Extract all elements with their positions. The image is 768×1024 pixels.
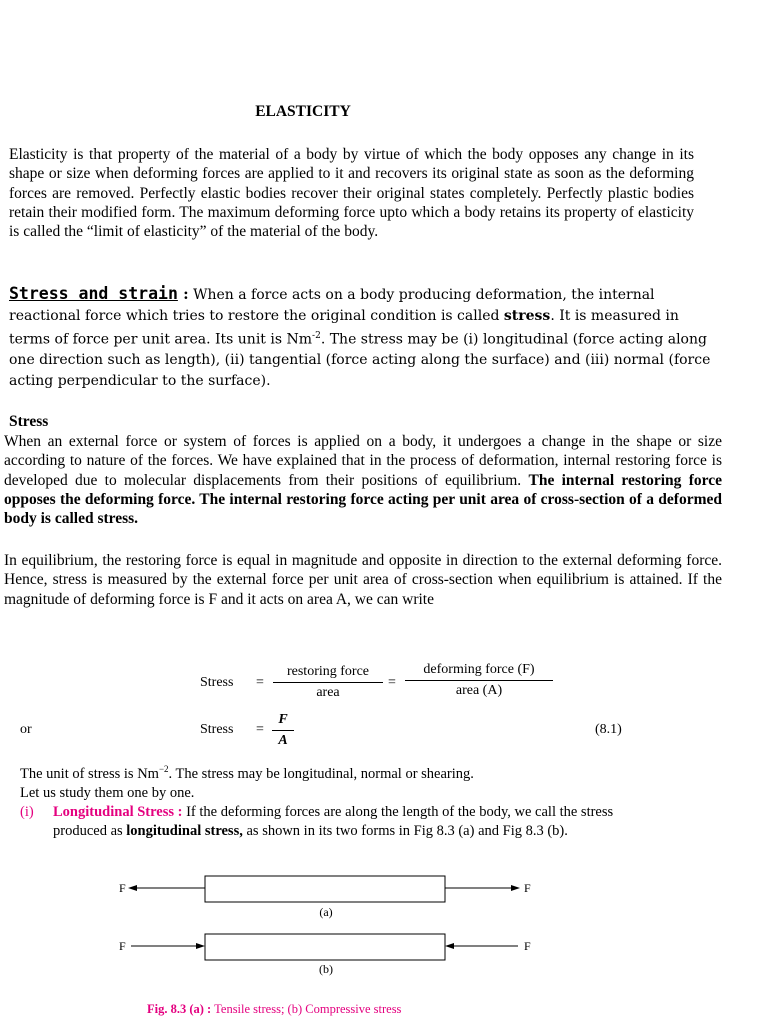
figure-8-3 (0, 868, 768, 988)
fraction-deforming (405, 662, 553, 699)
unit-line-2: Let us study them one by one. (20, 784, 195, 801)
figure-label-a: (a) (319, 905, 333, 919)
stress-definition: The internal restoring force opposes the deforming force. The internal restoring force acting per unit area of cross-section of a deformed body is called stress. (4, 471, 722, 528)
stress-strain-text-c: . The stress may be (i) longitudinal (force acting along one direction such as length), (ii) tangential (force acting along the surface) and (iii) normal (force acting perpendicular to the surface). (9, 331, 711, 389)
intro-paragraph: Elasticity is that property of the material of a body by virtue of which the body opposes any change in its shape or size when deforming forces are applied to it and recovers its original state as soon as the deforming forces are removed. Perfectly elastic bodies recover their original states completely. Perfectly plastic bodies retain their modified form. The maximum deforming force upto which a body retains its property of elasticity is called the “limit of elasticity” of the material of the body. (9, 146, 694, 241)
page-title: ELASTICITY (255, 103, 351, 120)
fraction-deforming-den: area (A) (455, 683, 503, 698)
equation-lhs-2: Stress (200, 722, 234, 737)
force-label-right-b: F (524, 939, 531, 953)
unit-exponent: -2 (312, 331, 321, 341)
unit-line-exp: −2 (158, 764, 169, 774)
stress-strain-paragraph (9, 284, 711, 391)
bar-a (205, 876, 445, 902)
fraction-restoring-den: area (316, 685, 340, 700)
stress-strain-colon: : (177, 285, 189, 303)
fraction-f-over-a (272, 712, 294, 749)
equation-number: (8.1) (595, 722, 622, 737)
fraction-deforming-num: deforming force (F) (405, 662, 553, 681)
or-label: or (20, 722, 32, 737)
longitudinal-text-2: as shown in its two forms in Fig 8.3 (a) and Fig 8.3 (b). (242, 823, 568, 839)
figure-caption (147, 1002, 401, 1017)
unit-line-rest: . The stress may be longitudinal, normal or shearing. (168, 765, 474, 782)
unit-of-stress-text (20, 760, 660, 803)
stress-strain-heading: Stress and strain (9, 284, 178, 303)
figure-a-tensile (119, 876, 531, 919)
equals-sign-3: = (256, 722, 264, 737)
arrow-right-a (511, 885, 520, 891)
stress-strain-text-a: When a force acts on a body producing deformation, the internal reactional force which tries to restore the original condition is called (9, 287, 655, 324)
longitudinal-text-1: If the deforming forces are along the length of the body, we call the stress produced as (53, 804, 614, 839)
equilibrium-paragraph: In equilibrium, the restoring force is equal in magnitude and opposite in direction to the external deforming force. Hence, stress is measured by the external force per unit area of cross-section when equilibrium is attained. If the magnitude of deforming force is F and it acts on area A, we can write (4, 552, 722, 608)
equation-lhs-1: Stress (200, 675, 234, 690)
figure-caption-prefix: Fig. 8.3 (a) : (147, 1002, 212, 1016)
fraction-restoring-num: restoring force (273, 664, 383, 683)
fraction-f: F (272, 712, 294, 731)
stress-strain-text-b: . It is measured in terms of force per unit area. Its unit is Nm (9, 307, 679, 348)
longitudinal-stress-item (53, 803, 653, 841)
figure-b-compressive (119, 934, 531, 976)
stress-paragraph-text: When an external force or system of forces is applied on a body, it undergoes a change in the shape or size according to nature of the forces. We have explained that in the process of deformation, internal restoring force is developed due to molecular displacements from their positions of equilibrium. (4, 433, 722, 489)
figure-caption-text: Tensile stress; (b) Compressive stress (211, 1002, 402, 1016)
stress-keyword: stress (503, 307, 551, 324)
item-number: (i) (20, 804, 34, 820)
unit-line-1: The unit of stress is Nm (20, 765, 159, 782)
longitudinal-bold: longitudinal stress, (126, 823, 243, 839)
force-label-left-b: F (119, 939, 126, 953)
arrow-right-b (445, 943, 454, 949)
bar-b (205, 934, 445, 960)
force-label-left-a: F (119, 881, 126, 895)
force-label-right-a: F (524, 881, 531, 895)
equals-sign-1: = (256, 675, 264, 690)
equals-sign-2: = (388, 675, 396, 690)
longitudinal-stress-title: Longitudinal Stress : (53, 804, 183, 820)
stress-heading: Stress (9, 413, 49, 430)
fraction-a: A (278, 733, 288, 748)
figure-label-b: (b) (319, 962, 333, 976)
stress-paragraph (4, 432, 722, 528)
arrow-left-b (196, 943, 205, 949)
fraction-restoring (273, 664, 383, 701)
arrow-left-a (128, 885, 137, 891)
